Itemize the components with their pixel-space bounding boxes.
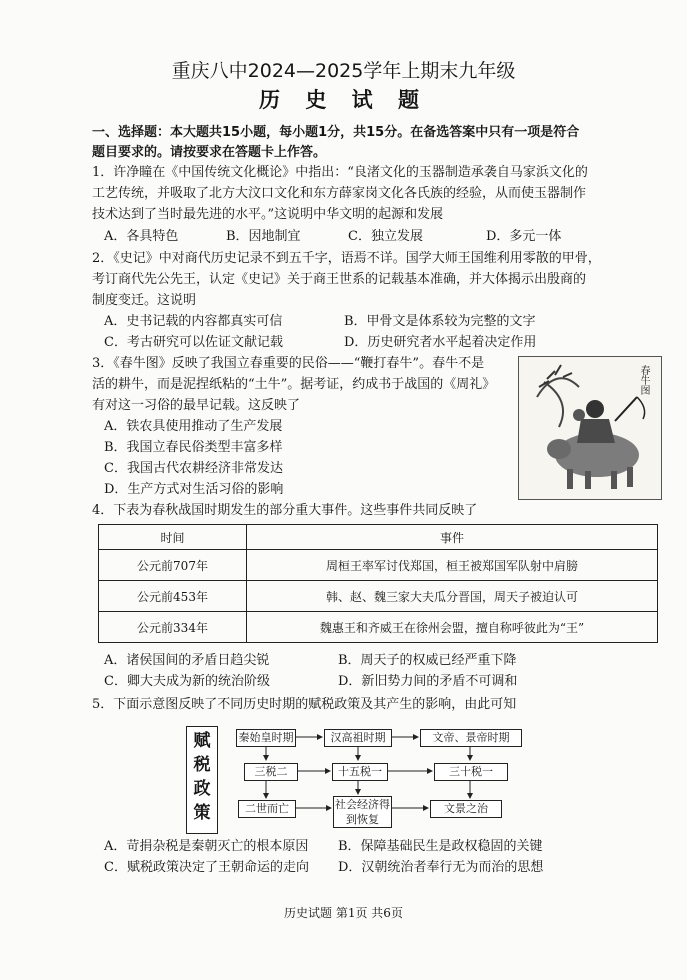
q5-stem: 5．下面示意图反映了不同历史时期的赋税政策及其产生的影响，由此可知	[92, 697, 517, 712]
q1-option-b: B．因地制宜	[226, 229, 301, 244]
diagram-side-label: 赋税政策	[186, 726, 218, 834]
diagram-outcome-recovery: 社会经济得到恢复	[335, 798, 390, 826]
q1-stem-line1: 1．许净瞳在《中国传统文化概论》中指出：“良渚文化的玉器制造承袭自马家浜文化的	[92, 165, 588, 180]
q3-stem-line1: 3．《春牛图》反映了我国立春重要的民俗——“鞭打春牛”。春牛不是	[92, 356, 485, 371]
q1-stem-line2: 工艺传统，并吸取了北方大汶口文化和东方薛家岗文化各氏族的经验，从而使玉器制作	[92, 186, 587, 201]
q1-stem-line3: 技术达到了当时最先进的水平。”这说明中华文明的起源和发展	[92, 207, 444, 222]
table-row	[99, 581, 658, 612]
table-header-row	[99, 525, 658, 550]
page-footer: 历史试题 第1页 共6页	[284, 906, 403, 920]
q3-option-c: C．我国古代农耕经济非常发达	[104, 461, 283, 476]
diagram-period-gaozu: 汉高祖时期	[324, 729, 392, 747]
exam-subtitle: 历 史 试 题	[259, 88, 428, 112]
q2-option-c: C．考古研究可以佐证文献记载	[104, 335, 283, 350]
q5-option-c: C．赋税政策决定了王朝命运的走向	[104, 860, 309, 875]
section-instructions-line1: 一、选择题：本大题共15小题，每小题1分，共15分。在备选答案中只有一项是符合	[92, 125, 580, 140]
section-instructions-line2: 题目要求的。请按要求在答题卡上作答。	[92, 145, 327, 160]
table-header-event: 事件	[247, 525, 658, 550]
q2-stem-line1: 2．《史记》中对商代历史记录不到五千字，语焉不详。国学大师王国维利用零散的甲骨，	[92, 251, 601, 266]
q1-option-c: C．独立发展	[348, 229, 423, 244]
q2-stem-line3: 制度变迁。这说明	[92, 293, 197, 308]
q2-option-d: D．历史研究者水平起着决定作用	[344, 335, 537, 350]
table-cell-event: 周桓王率军讨伐郑国，桓王被郑国军队射中肩膀	[247, 550, 658, 581]
diagram-outcome-wenjing: 文景之治	[430, 800, 502, 818]
q3-option-a: A．铁农具使用推动了生产发展	[104, 419, 283, 434]
table-cell-time: 公元前453年	[99, 581, 247, 612]
q5-option-b: B．保障基础民生是政权稳固的关键	[338, 839, 543, 854]
q4-option-a: A．诸侯国间的矛盾日趋尖锐	[104, 653, 270, 668]
q5-option-d: D．汉朝统治者奉行无为而治的思想	[338, 860, 544, 875]
table-cell-time: 公元前334年	[99, 612, 247, 643]
table-header-time: 时间	[99, 525, 247, 550]
q4-option-b: B．周天子的权威已经严重下降	[338, 653, 517, 668]
diagram-period-qin: 秦始皇时期	[236, 729, 296, 747]
q1-option-d: D．多元一体	[486, 229, 562, 244]
q4-option-c: C．卿大夫成为新的统治阶级	[104, 674, 270, 689]
events-table	[98, 524, 658, 643]
exam-title: 重庆八中2024—2025学年上期末九年级	[171, 60, 516, 82]
q1-option-a: A．各具特色	[104, 229, 179, 244]
diagram-policy-qin: 三税二	[244, 763, 298, 781]
q2-option-a: A．史书记载的内容都真实可信	[104, 314, 283, 329]
q2-stem-line2: 考订商代先公先王，认定《史记》关于商王世系的记载基本准确，并大体揭示出殷商的	[92, 272, 587, 287]
table-row	[99, 550, 658, 581]
q3-stem-line3: 有对这一习俗的最早记载。这反映了	[92, 398, 301, 413]
illustration-caption: 春牛图	[638, 365, 649, 395]
q4-option-d: D．新旧势力间的矛盾不可调和	[338, 674, 518, 689]
tax-policy-diagram	[186, 726, 526, 832]
q3-option-b: B．我国立春民俗类型丰富多样	[104, 440, 283, 455]
spring-ox-illustration	[518, 356, 662, 500]
table-cell-event: 韩、赵、魏三家大夫瓜分晋国，周天子被迫认可	[247, 581, 658, 612]
table-cell-event: 魏惠王和齐威王在徐州会盟，擅自称呼彼此为“王”	[247, 612, 658, 643]
diagram-period-wenjing: 文帝、景帝时期	[420, 729, 522, 747]
table-row	[99, 612, 658, 643]
q3-stem-line2: 活的耕牛，而是泥捏纸粘的“土牛”。据考证，约成书于战国的《周礼》	[92, 377, 496, 392]
q2-option-b: B．甲骨文是体系较为完整的文字	[344, 314, 536, 329]
diagram-policy-wenjing: 三十税一	[434, 763, 508, 781]
diagram-policy-gaozu: 十五税一	[332, 763, 388, 781]
q3-option-d: D．生产方式对生活习俗的影响	[104, 482, 284, 497]
q5-option-a: A．苛捐杂税是秦朝灭亡的根本原因	[104, 839, 309, 854]
table-cell-time: 公元前707年	[99, 550, 247, 581]
diagram-outcome-qin: 二世而亡	[238, 800, 296, 818]
q4-stem: 4．下表为春秋战国时期发生的部分重大事件。这些事件共同反映了	[92, 503, 478, 518]
